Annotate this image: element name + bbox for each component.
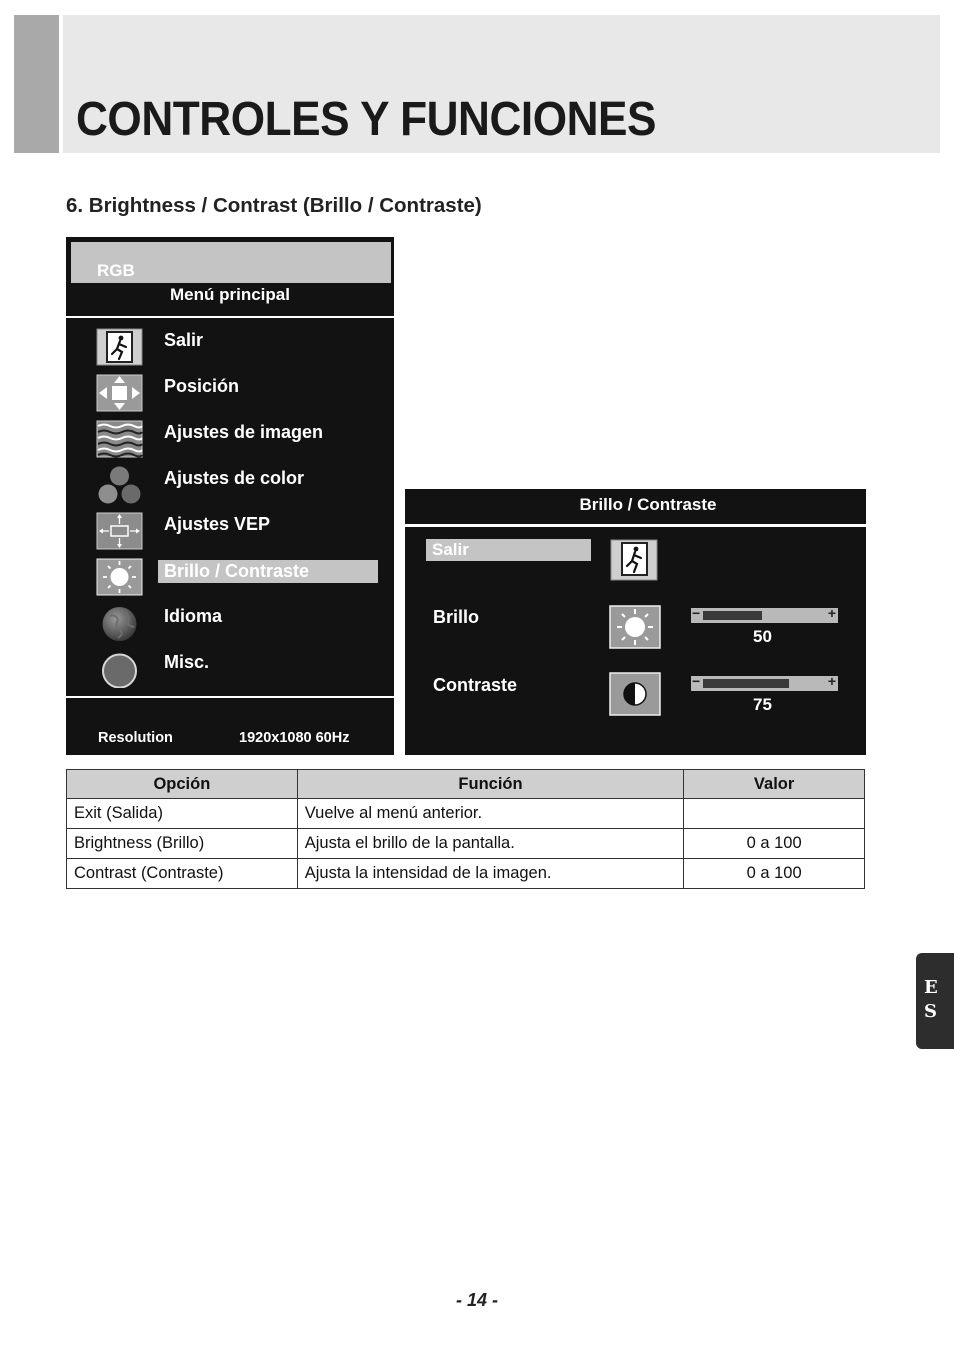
language-tab — [916, 953, 954, 1049]
brightness-slider[interactable] — [691, 605, 838, 623]
menu-item-label: Posición — [164, 376, 240, 396]
menu-item-ajustes-imagen[interactable] — [66, 412, 394, 456]
contrast-icon — [609, 672, 661, 716]
menu-item-ajustes-vep[interactable] — [66, 504, 394, 548]
column-header-option: Opción — [67, 770, 298, 799]
language-tab-letter: E — [924, 977, 938, 998]
misc-circle-icon — [96, 650, 143, 688]
image-pattern-icon — [96, 420, 143, 458]
osd-main-menu-list — [66, 318, 394, 696]
table-row — [67, 799, 865, 829]
osd-resolution-bar — [66, 698, 394, 755]
position-arrows-icon — [96, 374, 143, 412]
table-cell: Brightness (Brillo) — [67, 829, 298, 859]
page-number: - 14 - — [455, 1290, 498, 1310]
column-header-function: Función — [297, 770, 683, 799]
menu-item-label: Ajustes de color — [164, 468, 305, 488]
exit-icon[interactable] — [610, 539, 658, 581]
input-source-label: RGB — [97, 261, 135, 280]
menu-item-label: Salir — [164, 330, 204, 350]
submenu-title: Brillo / Contraste — [579, 495, 717, 514]
exit-icon — [96, 328, 143, 366]
table-cell — [684, 799, 865, 829]
table-header-row — [67, 770, 865, 799]
main-menu-title: Menú principal — [170, 285, 290, 304]
language-tab-letter: S — [924, 1001, 937, 1022]
table-cell: Ajusta la intensidad de la imagen. — [297, 859, 683, 889]
header-accent-bar — [14, 15, 59, 153]
vep-icon — [96, 512, 143, 550]
submenu-body — [405, 527, 866, 755]
submenu-header — [405, 489, 866, 524]
menu-item-posicion[interactable] — [66, 366, 394, 410]
menu-item-idioma[interactable] — [66, 596, 394, 640]
column-header-value: Valor — [684, 770, 865, 799]
contrast-slider[interactable] — [691, 673, 838, 691]
options-table — [66, 769, 865, 889]
menu-item-brillo-contraste[interactable] — [66, 550, 394, 594]
resolution-label: Resolution — [98, 730, 173, 746]
menu-item-label-selected: Brillo / Contraste — [158, 560, 378, 583]
contrast-slider-fill — [703, 679, 789, 688]
input-source-bar — [71, 242, 391, 283]
menu-item-label: Ajustes VEP — [164, 514, 271, 534]
contrast-label: Contraste — [433, 675, 518, 695]
menu-item-label: Misc. — [164, 652, 210, 672]
menu-item-label: Idioma — [164, 606, 223, 626]
resolution-value: 1920x1080 60Hz — [239, 730, 350, 746]
globe-icon — [96, 604, 143, 642]
table-row — [67, 859, 865, 889]
table-cell: Ajusta el brillo de la pantalla. — [297, 829, 683, 859]
brightness-slider-fill — [703, 611, 762, 620]
section-title: 6. Brightness / Contrast (Brillo / Contraste) — [66, 194, 482, 217]
table-cell: 0 a 100 — [684, 859, 865, 889]
sun-icon — [96, 558, 143, 596]
slider-plus-icon: + — [827, 673, 836, 689]
slider-plus-icon: + — [827, 605, 836, 621]
table-cell: 0 a 100 — [684, 829, 865, 859]
brightness-value: 50 — [753, 627, 772, 646]
page-title: CONTROLES Y FUNCIONES — [76, 93, 657, 146]
slider-minus-icon: − — [692, 673, 701, 689]
osd-main-menu-header — [66, 237, 394, 316]
header-divider — [59, 15, 63, 153]
brightness-label: Brillo — [433, 607, 480, 627]
table-row — [67, 829, 865, 859]
table-cell: Vuelve al menú anterior. — [297, 799, 683, 829]
table-cell: Exit (Salida) — [67, 799, 298, 829]
submenu-exit-item[interactable]: Salir — [426, 539, 591, 561]
sun-icon — [609, 605, 661, 649]
contrast-value: 75 — [753, 695, 772, 714]
menu-item-ajustes-color[interactable] — [66, 458, 394, 502]
menu-item-misc[interactable] — [66, 642, 394, 686]
menu-item-salir[interactable] — [66, 320, 394, 364]
slider-minus-icon: − — [692, 605, 701, 621]
table-cell: Contrast (Contraste) — [67, 859, 298, 889]
menu-item-label: Ajustes de imagen — [164, 422, 324, 442]
color-circles-icon — [96, 466, 143, 504]
